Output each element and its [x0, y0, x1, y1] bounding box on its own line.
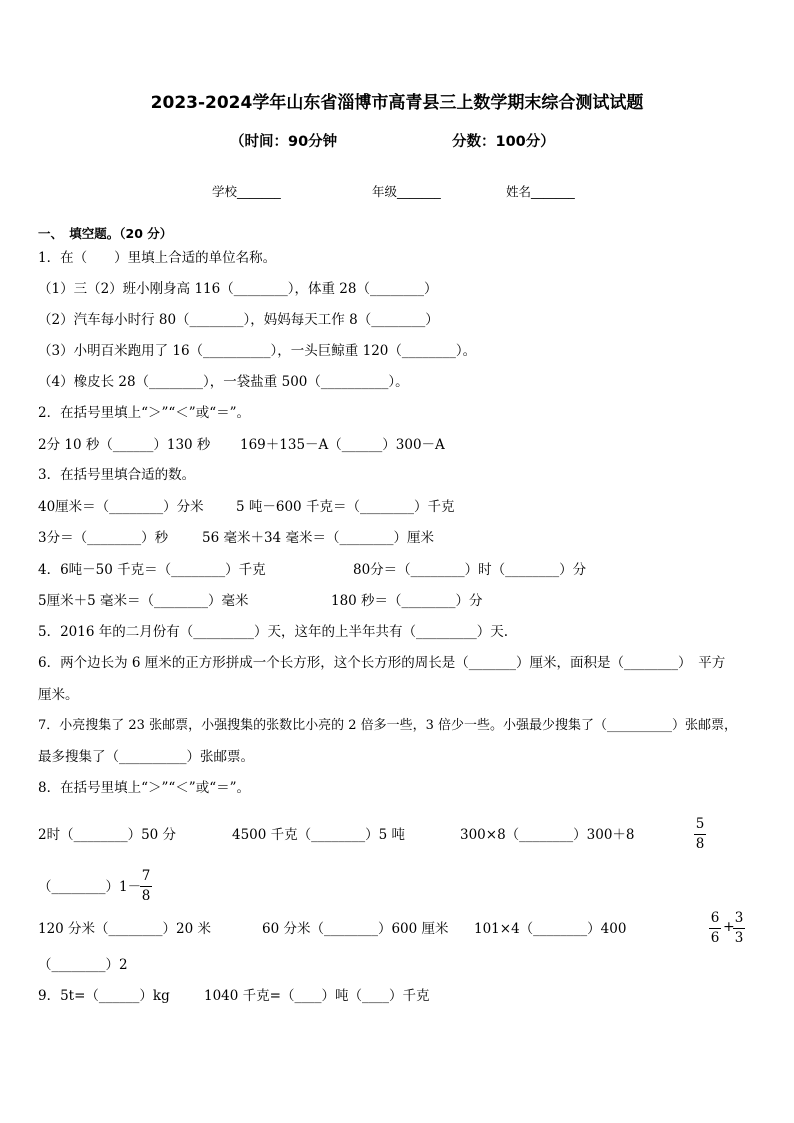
fraction-numerator: 5: [695, 816, 705, 832]
q8-fraction-7-8: [140, 869, 152, 904]
q8-item-3b: 60 分米（________）600 厘米: [262, 921, 449, 937]
q1-line-4: （4）橡皮长 28（________），一袋盐重 500（__________）。: [38, 374, 409, 390]
fraction-denominator: 6: [710, 930, 720, 946]
q8-item-4a: （________）2: [38, 957, 128, 973]
q4-item-a: 4．6吨－50 千克＝（________）千克: [38, 562, 266, 578]
q9-item-b: 1040 千克=（____）吨（____）千克: [204, 988, 430, 1004]
q7-line-2: 最多搜集了（__________）张邮票。: [38, 749, 254, 765]
q9-item-a: 9．5t=（______）kg: [38, 988, 170, 1004]
q5-text: 5．2016 年的二月份有（_________）天，这年的上半年共有（_________）天.: [38, 624, 509, 640]
fraction-denominator: 3: [734, 930, 744, 946]
q3-item-d: 56 毫米＋34 毫米＝（________）厘米: [202, 530, 434, 546]
page-title: 2023-2024学年山东省淄博市高青县三上数学期末综合测试试题: [150, 93, 644, 113]
q8-item-1c: 300×8（________）300＋8: [460, 827, 635, 843]
q3-stem: 3．在括号里填合适的数。: [38, 467, 196, 483]
q1-line-2: （2）汽车每小时行 80（________），妈妈每天工作 8（________）: [38, 312, 439, 328]
school-field: 学校_______: [212, 184, 281, 199]
plus-sign: +: [723, 919, 735, 935]
q7-line-1: 7．小亮搜集了 23 张邮票，小强搜集的张数比小亮的 2 倍多一些，3 倍少一些。小强最少搜集了（__________）张邮票，: [38, 718, 738, 733]
q4-item-d: 180 秒＝（________）分: [331, 593, 483, 609]
section-heading: 一、 填空题。（20 分）: [38, 226, 173, 241]
q8-item-3c: 101×4（________）400: [474, 921, 627, 937]
exam-score: 分数：100分）: [452, 134, 555, 150]
q2-item-a: 2分 10 秒（______）130 秒: [38, 437, 211, 453]
q1-line-3: （3）小明百米跑用了 16（__________），一头巨鲸重 120（________）。: [38, 343, 477, 359]
q3-item-a: 40厘米＝（________）分米: [38, 499, 204, 515]
fraction-bar: [140, 886, 152, 887]
q8-fraction-6-6: [709, 911, 721, 946]
q6-line-1: 6．两个边长为 6 厘米的正方形拼成一个长方形，这个长方形的周长是（_______）厘米，面积是（________） 平方: [38, 655, 726, 671]
q8-item-2a: （________）1－: [38, 879, 142, 895]
q3-item-b: 5 吨－600 千克＝（________）千克: [236, 499, 455, 515]
q4-item-c: 5厘米＋5 毫米＝（________）毫米: [38, 593, 249, 609]
name-field: 姓名_______: [506, 184, 575, 199]
fraction-denominator: 8: [141, 888, 151, 904]
q8-stem: 8．在括号里填上“＞”“＜”或“＝”。: [38, 780, 250, 796]
q8-fraction-5-8: [694, 817, 706, 852]
q8-item-1a: 2时（________）50 分: [38, 827, 177, 843]
fraction-numerator: 7: [141, 868, 151, 884]
fraction-bar: [733, 928, 745, 929]
exam-time: （时间：90分钟: [230, 134, 338, 150]
grade-field: 年级_______: [372, 184, 441, 199]
fraction-numerator: 3: [734, 910, 744, 926]
q8-item-3a: 120 分米（________）20 米: [38, 921, 212, 937]
fraction-numerator: 6: [710, 910, 720, 926]
q8-item-1b: 4500 千克（________）5 吨: [232, 827, 406, 843]
fraction-bar: [709, 928, 721, 929]
q2-stem: 2．在括号里填上“＞”“＜”或“＝”。: [38, 405, 250, 421]
q4-item-b: 80分＝（________）时（________）分: [353, 562, 587, 578]
fraction-denominator: 8: [695, 836, 705, 852]
q3-item-c: 3分＝（________）秒: [38, 530, 169, 546]
q6-line-2: 厘米。: [38, 687, 79, 703]
q1-stem: 1．在（ ）里填上合适的单位名称。: [38, 250, 277, 266]
q2-item-b: 169＋135－A（______）300－A: [240, 437, 445, 453]
fraction-bar: [694, 834, 706, 835]
q8-fraction-3-3: [733, 911, 745, 946]
q1-line-1: （1）三（2）班小刚身高 116（________），体重 28（________）: [38, 281, 438, 297]
